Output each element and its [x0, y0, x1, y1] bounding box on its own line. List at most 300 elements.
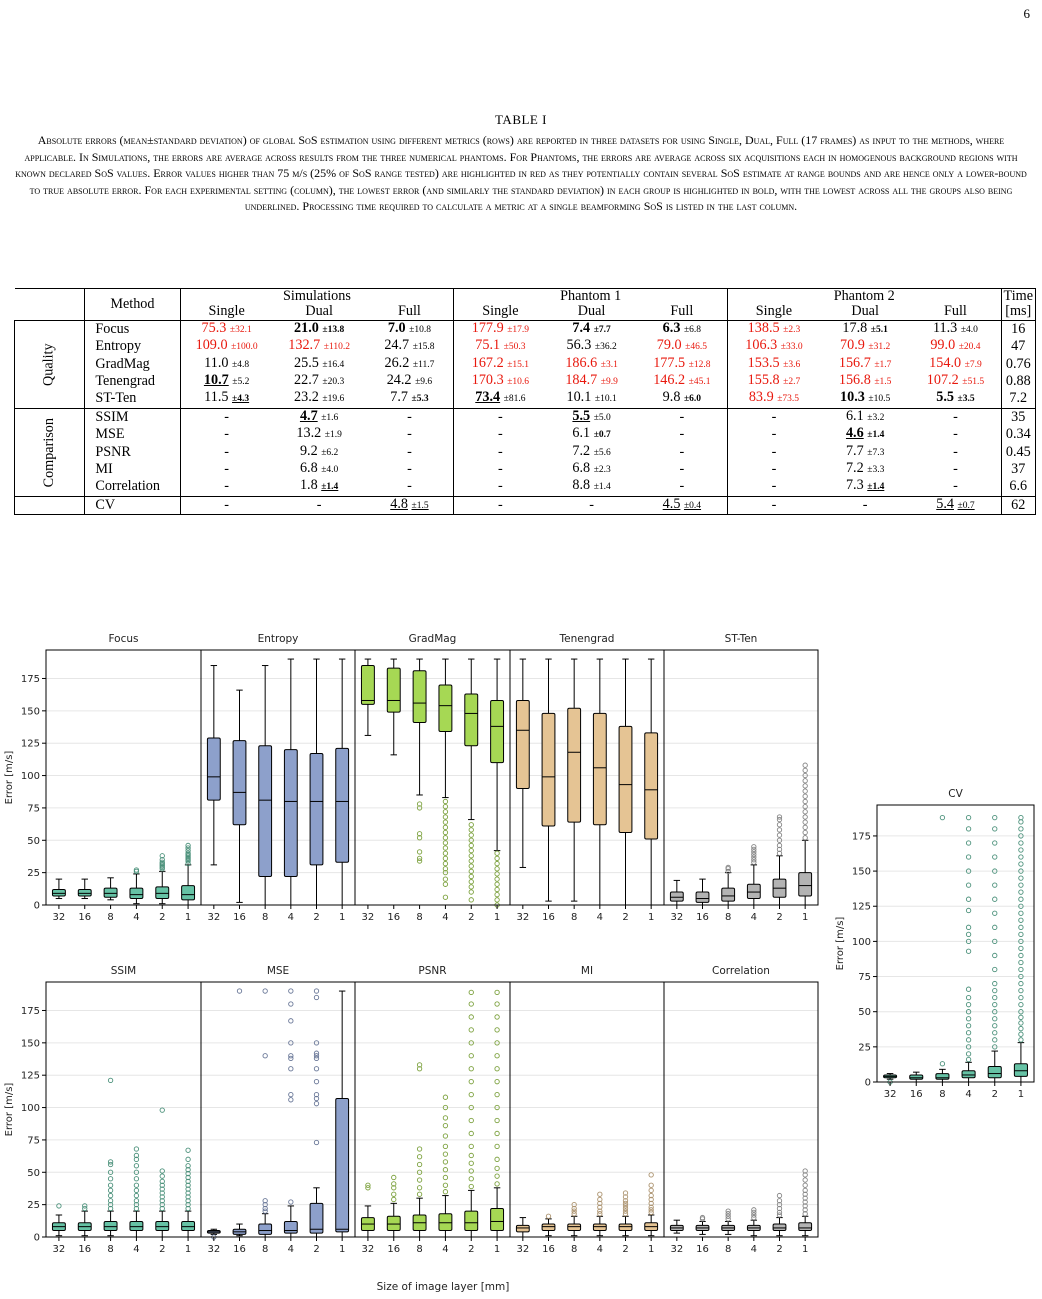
y-tick-label: 100 [20, 1103, 40, 1115]
time-cell: 6.6 [1001, 478, 1035, 496]
cell-mean: 184.7 [565, 372, 598, 389]
x-tick-label: 2 [159, 912, 166, 923]
time-cell: 62 [1001, 496, 1035, 514]
cell-mean: 24.2 [386, 372, 412, 389]
x-tick-label: 32 [361, 912, 375, 923]
outlier-point [443, 851, 447, 855]
panel-frame [201, 650, 355, 905]
box [413, 671, 426, 723]
outlier-point [469, 990, 473, 994]
outlier-point [1019, 925, 1023, 929]
method-header: Method [85, 289, 180, 321]
outlier-point [1019, 883, 1023, 887]
outlier-point [803, 820, 807, 824]
cell-std: ±32.1 [229, 324, 252, 335]
outlier-point [966, 995, 970, 999]
outlier-point [993, 827, 997, 831]
box [207, 738, 220, 800]
cell-mean: 155.8 [747, 372, 780, 389]
outlier-point [1019, 911, 1023, 915]
x-tick-label: 16 [78, 1244, 92, 1255]
outlier-point [803, 815, 807, 819]
method-cell: Correlation [85, 478, 180, 496]
outlier-point [546, 1214, 550, 1218]
outlier-point [443, 1123, 447, 1127]
method-cell: ST-Ten [85, 390, 180, 408]
cell-std: ±6.2 [321, 447, 339, 458]
box [336, 1098, 349, 1231]
outlier-point [777, 833, 781, 837]
outlier-point [495, 887, 499, 891]
outlier-point [495, 1015, 499, 1019]
outlier-point [469, 1079, 473, 1083]
cell-mean: 10.1 [566, 389, 592, 406]
box [516, 1225, 529, 1231]
cell-mean: - [679, 408, 685, 425]
outlier-point [495, 1118, 499, 1122]
outlier-point [469, 1002, 473, 1006]
box [104, 888, 117, 897]
outlier-point [1019, 995, 1023, 999]
subcol-header: Dual [273, 304, 366, 320]
method-cell: SSIM [85, 408, 180, 426]
outlier-point [495, 851, 499, 855]
cell-mean: 11.5 [204, 389, 229, 406]
cell-mean: 4.5 [662, 495, 681, 512]
cell-mean: 107.2 [926, 372, 959, 389]
box [439, 685, 452, 732]
outlier-point [443, 877, 447, 881]
outlier-point [495, 1067, 499, 1071]
x-tick-label: 32 [207, 912, 221, 923]
box [130, 888, 143, 898]
outlier-point [993, 897, 997, 901]
cell-mean: 11.3 [932, 319, 958, 336]
outlier-point [495, 898, 499, 902]
cell-std: ±15.1 [507, 359, 530, 370]
cell-std: ±7.9 [964, 359, 982, 370]
cell-mean: 7.3 [845, 477, 864, 494]
panel-frame [510, 982, 664, 1237]
cell-std: ±1.4 [867, 430, 885, 441]
method-cell: CV [85, 496, 180, 514]
x-tick-label: 32 [52, 912, 66, 923]
outlier-point [966, 932, 970, 936]
dataset-header-phantom1: Phantom 1 [454, 289, 728, 305]
subcol-header: Dual [820, 304, 910, 320]
outlier-point [443, 1116, 447, 1120]
subcol-header: Full [365, 304, 453, 320]
outlier-point [649, 1183, 653, 1187]
outlier-point [469, 890, 473, 894]
y-tick-label: 75 [27, 1135, 40, 1147]
outlier-point [966, 883, 970, 887]
y-tick-label: 125 [20, 738, 40, 750]
outlier-point [495, 1182, 499, 1186]
outlier-point [469, 833, 473, 837]
outlier-point [993, 815, 997, 819]
cell-std: ±1.5 [411, 500, 429, 511]
outlier-point [1019, 841, 1023, 845]
y-tick-label: 175 [851, 831, 871, 843]
panel-frame [355, 650, 510, 905]
cell-mean: - [407, 408, 412, 425]
x-tick-label: 4 [596, 912, 604, 923]
cell-std: ±1.6 [321, 412, 339, 423]
x-tick-label: 2 [622, 912, 629, 923]
outlier-point [289, 1098, 293, 1102]
cell-std: ±6.8 [683, 324, 702, 335]
outlier-point [469, 854, 473, 858]
panel-frame [510, 650, 664, 905]
y-tick-label: 175 [20, 673, 40, 685]
cell-mean: - [589, 496, 594, 513]
outlier-point [649, 1188, 653, 1192]
cell-mean: 73.4 [475, 389, 501, 406]
cell-mean: - [407, 461, 412, 478]
x-tick-label: 1 [1017, 1089, 1025, 1100]
box [387, 668, 400, 712]
outlier-point [966, 908, 970, 912]
cell-std: ±0.4 [683, 500, 702, 511]
outlier-point [1019, 967, 1023, 971]
outlier-point [443, 1183, 447, 1187]
outlier-point [417, 1186, 421, 1190]
y-tick-label: 150 [20, 706, 40, 718]
time-cell: 0.88 [1001, 373, 1035, 390]
outlier-point [443, 1189, 447, 1193]
box [284, 750, 297, 877]
outlier-point [803, 789, 807, 793]
box [568, 1224, 581, 1230]
outlier-point [1019, 981, 1023, 985]
y-tick-label: 25 [27, 1200, 40, 1212]
outlier-point [1019, 918, 1023, 922]
outlier-point [993, 1024, 997, 1028]
cell-mean: 13.2 [296, 425, 322, 442]
x-tick-label: 8 [416, 912, 423, 923]
cell-std: ±10.8 [409, 324, 431, 335]
outlier-point [1019, 932, 1023, 936]
outlier-point [443, 810, 447, 814]
outlier-point [803, 1183, 807, 1187]
outlier-point [495, 1054, 499, 1058]
outlier-point [993, 925, 997, 929]
box [645, 733, 658, 839]
y-tick-label: 75 [27, 803, 40, 815]
cell-mean: 132.7 [288, 337, 321, 354]
time-cell: 35 [1001, 408, 1035, 426]
cell-mean: 156.7 [838, 354, 871, 371]
cell-std: ±73.5 [777, 394, 800, 405]
y-tick-label: 0 [33, 1232, 40, 1244]
cell-mean: - [862, 496, 868, 513]
cell-mean: 7.2 [572, 442, 591, 459]
cell-std: ±4.3 [232, 394, 250, 405]
cell-std: ±15.8 [412, 342, 435, 353]
box [336, 748, 349, 862]
cell-std: ±5.3 [411, 394, 429, 405]
cell-mean: 5.5 [936, 389, 954, 406]
box [799, 1223, 812, 1231]
cell-mean: 5.4 [936, 495, 954, 512]
cell-mean: 26.2 [384, 354, 410, 371]
outlier-point [966, 987, 970, 991]
box [284, 1221, 297, 1233]
y-tick-label: 125 [851, 901, 871, 913]
cell-mean: - [224, 461, 229, 478]
x-tick-label: 32 [516, 912, 530, 923]
method-cell: PSNR [85, 444, 180, 461]
outlier-point [469, 1131, 473, 1135]
cell-mean: 154.0 [929, 354, 962, 371]
cell-std: ±1.7 [874, 359, 892, 370]
outlier-point [803, 810, 807, 814]
cell-std: ±19.6 [322, 394, 345, 405]
time-cell: 0.45 [1001, 444, 1035, 461]
outlier-point [469, 1028, 473, 1032]
box [773, 1224, 786, 1230]
outlier-point [495, 1002, 499, 1006]
box [130, 1221, 143, 1230]
box [259, 746, 272, 877]
subcol-header: Dual [546, 304, 636, 320]
outlier-point [1019, 855, 1023, 859]
cell-mean: - [498, 408, 503, 425]
box [52, 889, 65, 895]
cell-mean: - [224, 426, 229, 443]
cell-mean: 7.4 [572, 319, 591, 336]
cell-mean: 56.3 [566, 337, 592, 354]
cell-mean: - [407, 478, 412, 495]
cell-std: ±10.6 [507, 377, 530, 388]
outlier-point [993, 1038, 997, 1042]
cell-std: ±3.1 [600, 359, 618, 370]
cell-mean: 177.5 [653, 354, 686, 371]
outlier-point [469, 828, 473, 832]
group-label-text: Quality [40, 343, 57, 386]
cell-std: ±2.7 [783, 377, 801, 388]
cell-std: ±10.1 [594, 394, 617, 405]
cell-std: ±0.7 [593, 430, 611, 441]
cell-std: ±5.6 [593, 447, 611, 458]
cell-mean: - [953, 478, 958, 495]
outlier-point [1019, 848, 1023, 852]
x-tick-label: 2 [468, 1244, 475, 1255]
x-tick-label: 1 [184, 1244, 192, 1255]
outlier-point [417, 1147, 421, 1151]
box [465, 1211, 478, 1230]
cell-std: ±4.8 [232, 359, 250, 370]
cell-mean: - [771, 426, 777, 443]
outlier-point [443, 799, 447, 803]
cell-std: ±51.5 [962, 377, 985, 388]
x-tick-label: 4 [287, 1244, 295, 1255]
cell-mean: 7.7 [390, 389, 408, 406]
y-tick-label: 100 [851, 936, 871, 948]
outlier-point [469, 823, 473, 827]
outlier-point [803, 779, 807, 783]
cell-mean: - [771, 478, 777, 495]
box [491, 700, 504, 762]
outlier-point [108, 1078, 112, 1082]
outlier-point [469, 1161, 473, 1165]
outlier-point [598, 1192, 602, 1196]
box [619, 1224, 632, 1230]
cell-std: ±1.4 [867, 482, 885, 493]
x-tick-label: 8 [107, 912, 114, 923]
cell-std: ±9.9 [600, 377, 618, 388]
outlier-point [289, 1002, 293, 1006]
outlier-point [495, 1092, 499, 1096]
outlier-point [495, 861, 499, 865]
box [910, 1075, 923, 1079]
y-tick-label: 25 [27, 868, 40, 880]
outlier-point [186, 1157, 190, 1161]
box [696, 892, 709, 902]
panel-title: MSE [266, 965, 290, 977]
cell-mean: - [771, 443, 777, 460]
cell-mean: 75.1 [475, 337, 501, 354]
x-tick-label: 32 [516, 1244, 530, 1255]
cell-mean: 6.1 [845, 407, 864, 424]
box [542, 713, 555, 826]
outlier-point [289, 1092, 293, 1096]
cell-mean: 146.2 [653, 372, 686, 389]
outlier-point [108, 1183, 112, 1187]
subcol-header: Single [454, 304, 547, 320]
x-tick-label: 8 [107, 1244, 114, 1255]
x-tick-label: 32 [52, 1244, 66, 1255]
panel-frame [664, 650, 818, 905]
outlier-point [495, 882, 499, 886]
outlier-point [966, 925, 970, 929]
cell-std: ±36.2 [594, 342, 617, 353]
cell-mean: - [771, 496, 777, 513]
x-tick-label: 1 [801, 1244, 809, 1255]
outlier-point [777, 828, 781, 832]
outlier-point [443, 830, 447, 834]
outlier-point [469, 1015, 473, 1019]
outlier-point [314, 1067, 318, 1071]
panel-title: Focus [108, 633, 139, 645]
outlier-point [134, 1147, 138, 1151]
y-tick-label: 100 [20, 771, 40, 783]
outlier-point [993, 967, 997, 971]
x-tick-label: 16 [696, 1244, 709, 1255]
box [542, 1224, 555, 1230]
outlier-point [289, 989, 293, 993]
outlier-point [443, 861, 447, 865]
cell-mean: 25.5 [294, 354, 319, 371]
outlier-point [1019, 876, 1023, 880]
cell-std: ±12.8 [688, 359, 711, 370]
outlier-point [993, 988, 997, 992]
time-cell: 0.76 [1001, 356, 1035, 373]
outlier-point [1019, 897, 1023, 901]
cell-mean: 11.0 [204, 354, 229, 371]
outlier-point [134, 1177, 138, 1181]
x-tick-label: 2 [622, 1244, 629, 1255]
outlier-point [1019, 827, 1023, 831]
box [670, 892, 683, 901]
outlier-point [443, 835, 447, 839]
x-tick-label: 8 [570, 912, 578, 923]
x-tick-label: 32 [361, 1244, 375, 1255]
outlier-point [940, 815, 944, 819]
cell-mean: - [679, 478, 685, 495]
box [156, 887, 169, 899]
subcol-header: Single [180, 304, 273, 320]
outlier-point [469, 1144, 473, 1148]
box [465, 694, 478, 746]
cell-mean: - [498, 461, 503, 478]
x-tick-label: 16 [542, 912, 555, 923]
outlier-point [417, 850, 421, 854]
cell-std: ±1.5 [874, 377, 892, 388]
x-tick-label: 4 [133, 1244, 140, 1255]
method-cell: MSE [85, 426, 180, 443]
panel-title: Correlation [712, 965, 770, 977]
cell-std: ±11.7 [412, 359, 435, 370]
outlier-point [263, 1054, 267, 1058]
x-tick-label: 1 [493, 1244, 501, 1255]
x-tick-label: 8 [570, 1244, 578, 1255]
outlier-point [966, 827, 970, 831]
y-tick-label: 150 [851, 866, 871, 878]
cell-mean: 5.5 [572, 407, 591, 424]
time-cell: 0.34 [1001, 426, 1035, 443]
outlier-point [803, 835, 807, 839]
x-tick-label: 8 [724, 912, 732, 923]
x-tick-label: 16 [233, 1244, 246, 1255]
cell-std: ±6.0 [683, 394, 702, 405]
box [233, 741, 246, 825]
outlier-point [495, 1131, 499, 1135]
cell-mean: 99.0 [930, 337, 956, 354]
cell-std: ±31.2 [868, 342, 891, 353]
outlier-point [495, 867, 499, 871]
outlier-point [160, 1174, 164, 1178]
outlier-point [1019, 1038, 1023, 1042]
cell-mean: 106.3 [745, 337, 778, 354]
outlier-point [417, 1192, 421, 1196]
x-tick-label: 4 [750, 912, 758, 923]
outlier-point [469, 843, 473, 847]
dataset-header-simulations: Simulations [180, 289, 454, 305]
dataset-header-phantom2: Phantom 2 [727, 289, 1001, 305]
cell-mean: 79.0 [656, 337, 682, 354]
outlier-point [966, 1057, 970, 1061]
x-tick-label: 4 [750, 1244, 758, 1255]
cell-mean: 17.8 [842, 319, 868, 336]
x-tick-label: 16 [233, 912, 246, 923]
cell-mean: 167.2 [471, 354, 504, 371]
cell-mean: 6.8 [572, 460, 591, 477]
outlier-point [940, 1062, 944, 1066]
box [799, 873, 812, 896]
cell-mean: 6.3 [662, 319, 681, 336]
outlier-point [993, 953, 997, 957]
cell-mean: 9.8 [662, 389, 681, 406]
cell-std: ±3.3 [867, 465, 885, 476]
outlier-point [993, 883, 997, 887]
outlier-point [993, 981, 997, 985]
outlier-point [495, 990, 499, 994]
x-tick-label: 2 [468, 912, 475, 923]
subcol-header: Full [637, 304, 728, 320]
cell-std: ±3.6 [783, 359, 801, 370]
